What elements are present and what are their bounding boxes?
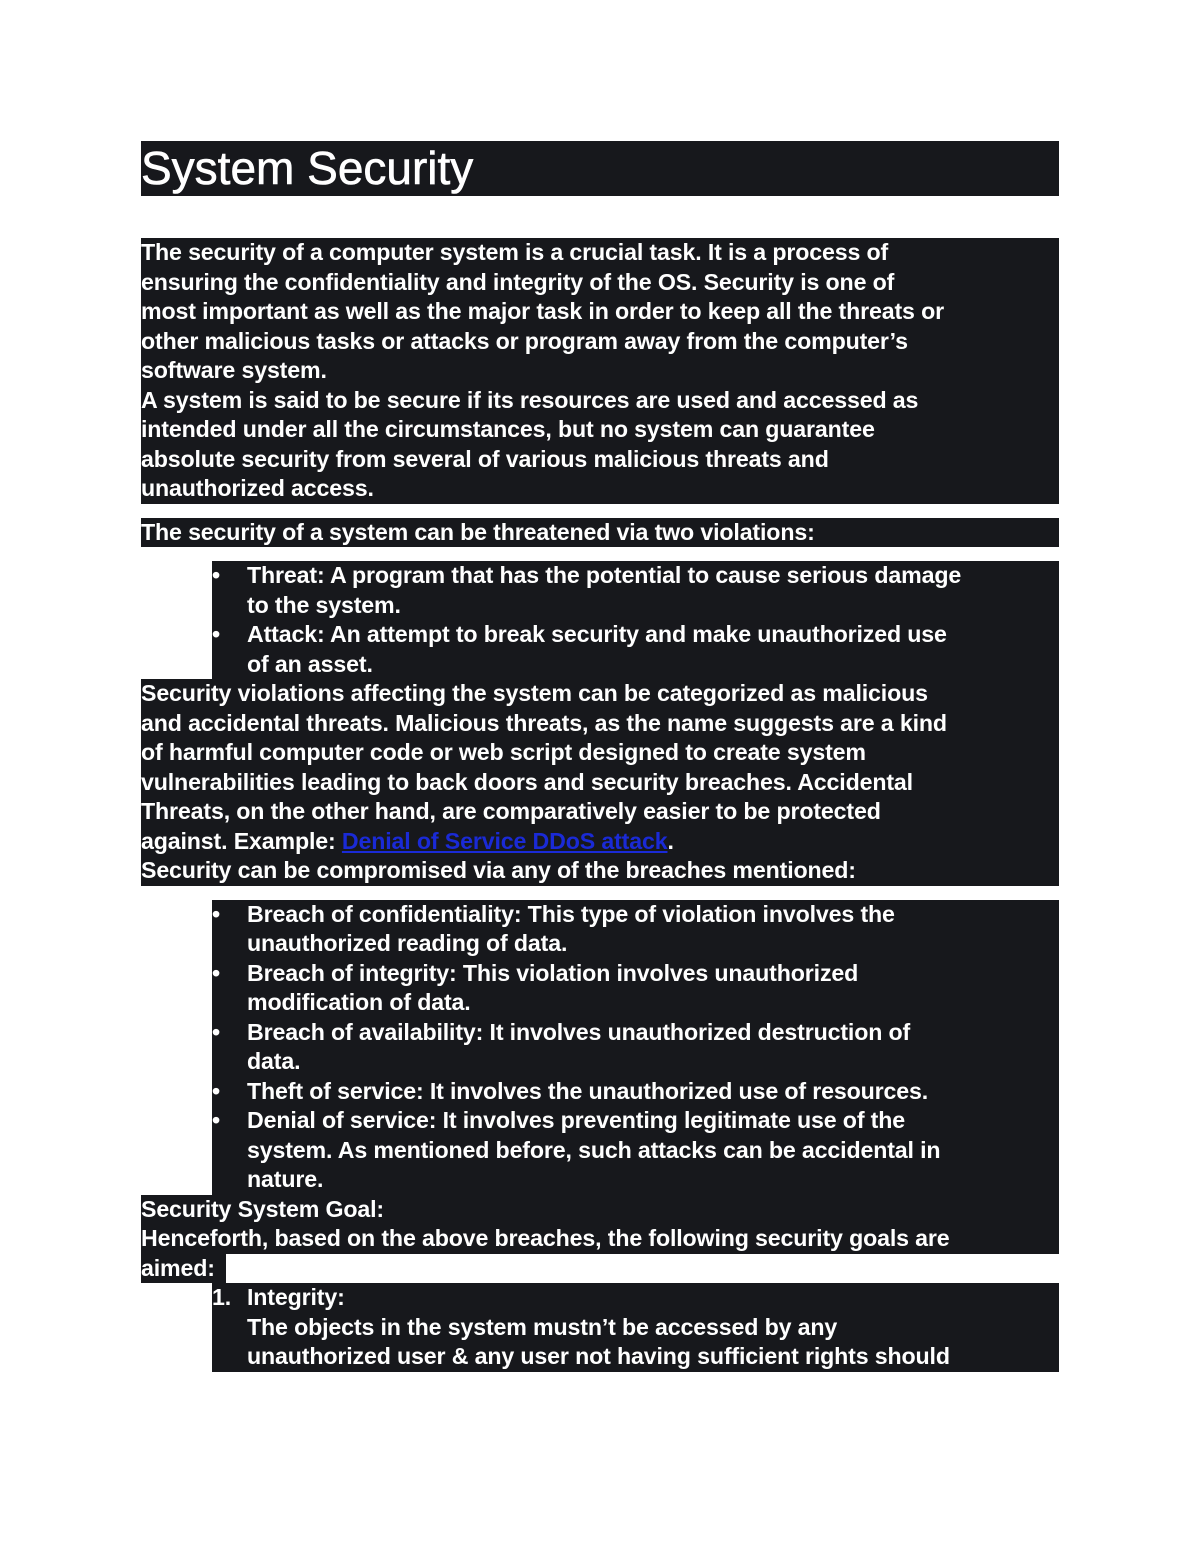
example-line <box>141 827 1059 857</box>
goal-heading: Security System Goal: <box>141 1195 1059 1225</box>
text-line: Henceforth, based on the above breaches, the following security goals are <box>141 1224 1059 1254</box>
list-item-text: unauthorized reading of data. <box>247 930 568 956</box>
list-item-text: Integrity: <box>247 1284 345 1310</box>
text-line: vulnerabilities leading to back doors and security breaches. Accidental <box>141 768 1059 798</box>
example-prefix: against. Example: <box>141 827 342 854</box>
text-line: most important as well as the major task in order to keep all the threats or <box>141 297 1059 327</box>
list-item-text: unauthorized user & any user not having sufficient rights should <box>247 1343 950 1369</box>
list-item-text: Attack: An attempt to break security and make unauthorized use <box>247 621 947 647</box>
breaches-list <box>141 900 1059 1195</box>
text-line: The security of a computer system is a crucial task. It is a process of <box>141 238 1059 268</box>
spacer <box>141 547 1059 561</box>
list-item-text: Theft of service: It involves the unauthorized use of resources. <box>247 1077 929 1104</box>
text-line: intended under all the circumstances, but no system can guarantee <box>141 415 1059 445</box>
list-item <box>141 561 1059 620</box>
list-item-text: The objects in the system mustn’t be accessed by any <box>247 1313 838 1340</box>
text-line: unauthorized access. <box>141 474 1059 504</box>
spacer <box>141 504 1059 518</box>
list-item <box>141 959 1059 1018</box>
list-item-text: modification of data. <box>247 989 471 1015</box>
list-item-text: to the system. <box>247 591 401 618</box>
list-item <box>141 1106 1059 1195</box>
list-item-text: of an asset. <box>247 650 373 677</box>
text-line: software system. <box>141 356 1059 386</box>
list-item <box>141 900 1059 959</box>
bullet-icon: • <box>212 900 220 927</box>
list-item-text: Denial of service: It involves preventing legitimate use of the <box>247 1107 906 1133</box>
threats-paragraph <box>141 679 1059 856</box>
text-line: Threats, on the other hand, are comparatively easier to be protected <box>141 797 1059 827</box>
text-line: and accidental threats. Malicious threats, as the name suggests are a kind <box>141 709 1059 739</box>
intro-paragraph <box>141 238 1059 504</box>
text-line: absolute security from several of various malicious threats and <box>141 445 1059 475</box>
bullet-icon: • <box>212 621 220 647</box>
list-item-text: Breach of confidentiality: This type of violation involves the <box>247 900 895 927</box>
text-line: other malicious tasks or attacks or program away from the computer’s <box>141 327 1059 357</box>
example-suffix: . <box>667 827 674 854</box>
title-block <box>141 141 1059 196</box>
text-line: A system is said to be secure if its resources are used and accessed as <box>141 386 1059 416</box>
list-item-text: Breach of availability: It involves unauthorized destruction of <box>247 1018 911 1045</box>
list-item <box>141 1283 1059 1372</box>
text-line: ensuring the confidentiality and integrity of the OS. Security is one of <box>141 268 1059 298</box>
bullet-icon: • <box>212 1107 220 1133</box>
list-item <box>141 1018 1059 1077</box>
bullet-icon: • <box>212 562 220 588</box>
text-line: Security violations affecting the system can be categorized as malicious <box>141 679 1059 709</box>
document-body <box>141 238 1059 1372</box>
list-item <box>141 620 1059 679</box>
list-number: 1. <box>212 1284 232 1310</box>
list-item-text: system. As mentioned before, such attacks can be accidental in <box>247 1136 941 1163</box>
list-item-text: Threat: A program that has the potential to cause serious damage <box>247 562 962 588</box>
bullet-icon: • <box>212 1077 220 1104</box>
goals-list <box>141 1283 1059 1372</box>
spacer <box>141 886 1059 900</box>
list-item-text: data. <box>247 1048 301 1074</box>
text-line: aimed: <box>141 1254 226 1284</box>
violations-list <box>141 561 1059 679</box>
list-item <box>141 1077 1059 1107</box>
page-title: System Security <box>141 142 474 194</box>
list-item-text: nature. <box>247 1166 324 1192</box>
ddos-attack-link[interactable]: Denial of Service DDoS attack <box>341 827 668 854</box>
violations-intro: The security of a system can be threatened via two violations: <box>141 518 1059 548</box>
list-item-text: Breach of integrity: This violation involves unauthorized <box>247 959 859 986</box>
text-line: of harmful computer code or web script designed to create system <box>141 738 1059 768</box>
breaches-intro: Security can be compromised via any of the breaches mentioned: <box>141 856 1059 886</box>
bullet-icon: • <box>212 1018 220 1045</box>
bullet-icon: • <box>212 959 220 986</box>
